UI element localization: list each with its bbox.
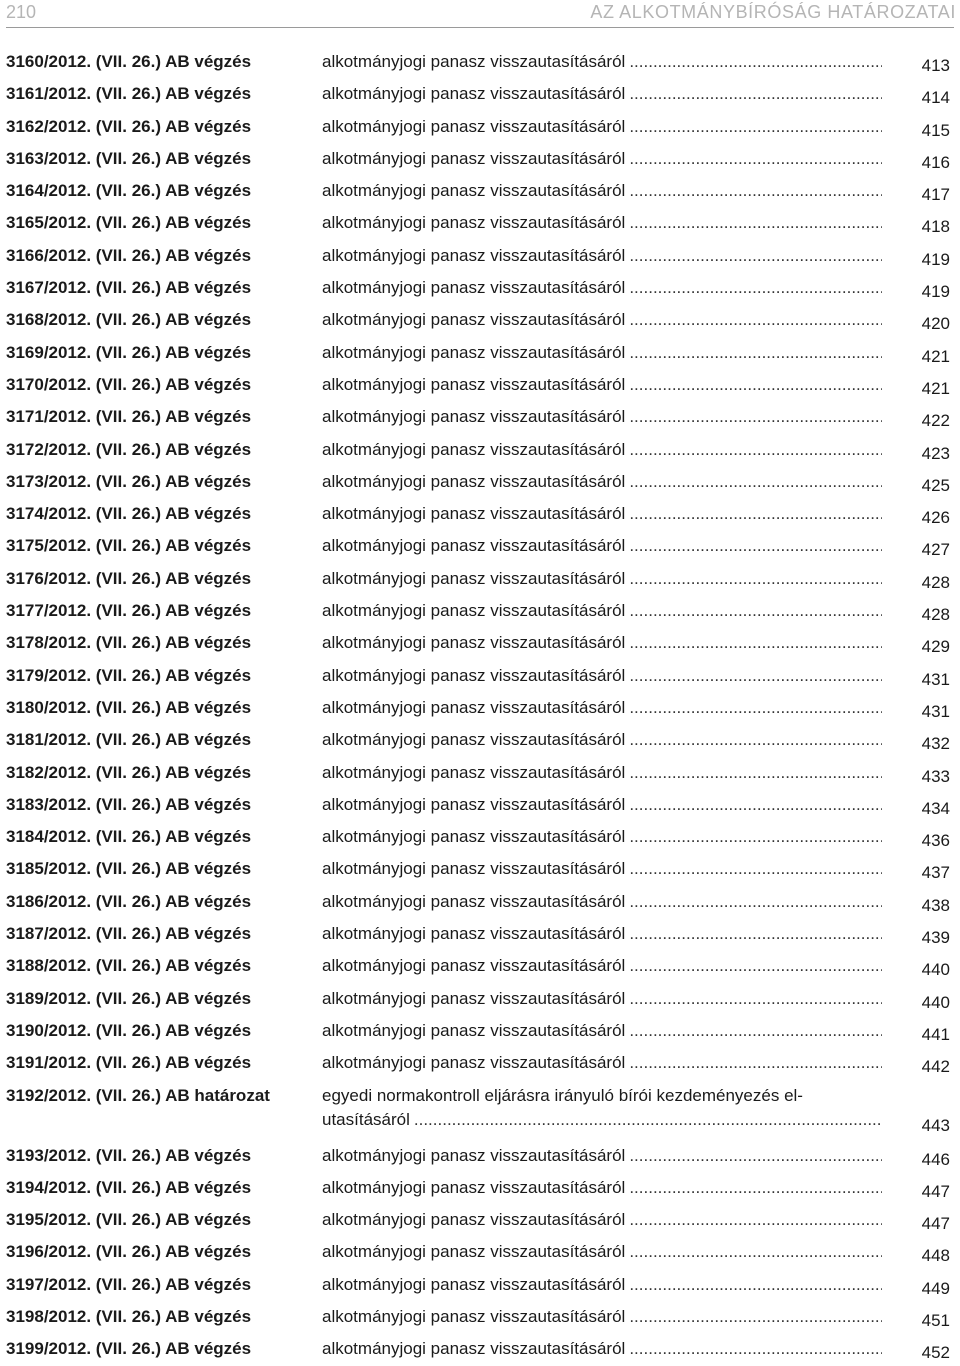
dot-leader xyxy=(629,1019,882,1043)
dot-leader xyxy=(629,502,882,526)
dot-leader xyxy=(629,470,882,494)
entry-page-number: 442 xyxy=(921,1057,950,1077)
entry-description-line xyxy=(322,1240,882,1264)
entry-description-text: alkotmányjogi panasz visszautasításáról xyxy=(322,762,626,782)
entry-description-text: utasításáról xyxy=(322,1109,410,1129)
entry-reference: 3198/2012. (VII. 26.) AB végzés xyxy=(6,1306,252,1326)
entry-page-number: 425 xyxy=(921,475,950,495)
entry-description xyxy=(322,341,882,365)
entry-description-text: alkotmányjogi panasz visszautasításáról xyxy=(322,1177,626,1197)
toc-entry xyxy=(0,143,960,175)
entry-description xyxy=(322,1305,882,1329)
entry-description-text: alkotmányjogi panasz visszautasításáról xyxy=(322,245,626,265)
toc-entry xyxy=(0,821,960,853)
entry-description-text: alkotmányjogi panasz visszautasításáról xyxy=(322,439,626,459)
entry-description-text: alkotmányjogi panasz visszautasításáról xyxy=(322,213,626,233)
entry-reference: 3188/2012. (VII. 26.) AB végzés xyxy=(6,956,252,976)
entry-description xyxy=(322,1084,882,1132)
entry-description-line xyxy=(322,728,882,752)
entry-description-line xyxy=(322,761,882,785)
entry-reference: 3160/2012. (VII. 26.) AB végzés xyxy=(6,52,252,71)
entry-reference: 3190/2012. (VII. 26.) AB végzés xyxy=(6,1020,252,1040)
entry-reference: 3163/2012. (VII. 26.) AB végzés xyxy=(6,148,252,168)
dot-leader xyxy=(629,954,882,978)
toc-entry xyxy=(0,692,960,724)
entry-page-number: 441 xyxy=(921,1024,950,1044)
dot-leader xyxy=(629,308,882,332)
dot-leader xyxy=(629,82,882,106)
entry-page-number: 438 xyxy=(921,895,950,915)
entry-page-number: 427 xyxy=(921,540,950,560)
entry-reference: 3181/2012. (VII. 26.) AB végzés xyxy=(6,730,252,750)
entry-description-line xyxy=(322,179,882,203)
entry-reference: 3193/2012. (VII. 26.) AB végzés xyxy=(6,1145,252,1165)
entry-reference: 3194/2012. (VII. 26.) AB végzés xyxy=(6,1177,252,1197)
entry-reference: 3184/2012. (VII. 26.) AB végzés xyxy=(6,827,252,847)
entry-page-number: 431 xyxy=(921,701,950,721)
entry-description-line xyxy=(322,244,882,268)
entry-description xyxy=(322,728,882,752)
entry-description-line xyxy=(322,1144,882,1168)
toc-entry xyxy=(0,1080,960,1140)
entry-page-number: 436 xyxy=(921,831,950,851)
toc-entry xyxy=(0,498,960,530)
entry-description xyxy=(322,405,882,429)
page-header xyxy=(0,0,960,30)
dot-leader xyxy=(414,1108,882,1132)
entry-description xyxy=(322,761,882,785)
entry-page-number: 415 xyxy=(921,120,950,140)
entry-description xyxy=(322,1273,882,1297)
dot-leader xyxy=(629,244,882,268)
entry-description xyxy=(322,890,882,914)
entry-description xyxy=(322,922,882,946)
entry-reference: 3173/2012. (VII. 26.) AB végzés xyxy=(6,471,252,491)
entry-description xyxy=(322,502,882,526)
entry-description-text: alkotmányjogi panasz visszautasításáról xyxy=(322,52,626,71)
entry-description-text: alkotmányjogi panasz visszautasításáról xyxy=(322,1210,626,1230)
entry-description-text: alkotmányjogi panasz visszautasításáról xyxy=(322,1145,626,1165)
dot-leader xyxy=(629,438,882,462)
dot-leader xyxy=(629,405,882,429)
toc-entry xyxy=(0,983,960,1015)
dot-leader xyxy=(629,147,882,171)
entry-reference: 3175/2012. (VII. 26.) AB végzés xyxy=(6,536,252,556)
entry-page-number: 432 xyxy=(921,734,950,754)
toc-entry xyxy=(0,1140,960,1172)
toc-entry xyxy=(0,466,960,498)
entry-description-line xyxy=(322,211,882,235)
header-divider xyxy=(6,27,954,28)
entry-description-line xyxy=(322,1305,882,1329)
entry-reference: 3165/2012. (VII. 26.) AB végzés xyxy=(6,213,252,233)
entry-description xyxy=(322,631,882,655)
entry-page-number: 440 xyxy=(921,992,950,1012)
entry-description-text: alkotmányjogi panasz visszautasításáról xyxy=(322,859,626,879)
entry-description xyxy=(322,244,882,268)
entry-page-number: 422 xyxy=(921,411,950,431)
entry-page-number: 449 xyxy=(921,1278,950,1298)
entry-description xyxy=(322,147,882,171)
entry-description xyxy=(322,1208,882,1232)
entry-reference: 3192/2012. (VII. 26.) AB határozat xyxy=(6,1085,270,1105)
entry-description xyxy=(322,534,882,558)
entry-page-number: 451 xyxy=(921,1310,950,1330)
entry-description-line xyxy=(322,308,882,332)
toc-entry xyxy=(0,434,960,466)
dot-leader xyxy=(629,922,882,946)
entry-description-line xyxy=(322,664,882,688)
entry-reference: 3183/2012. (VII. 26.) AB végzés xyxy=(6,794,252,814)
dot-leader xyxy=(629,1144,882,1168)
entry-reference: 3187/2012. (VII. 26.) AB végzés xyxy=(6,924,252,944)
toc-entry xyxy=(0,1015,960,1047)
entry-description-text: alkotmányjogi panasz visszautasításáról xyxy=(322,568,626,588)
dot-leader xyxy=(629,825,882,849)
entry-page-number: 434 xyxy=(921,798,950,818)
entry-description-text: alkotmányjogi panasz visszautasításáról xyxy=(322,116,626,136)
entry-page-number: 446 xyxy=(921,1149,950,1169)
entry-description-line xyxy=(322,793,882,817)
entry-description xyxy=(322,987,882,1011)
toc-entry xyxy=(0,1236,960,1268)
toc-entry xyxy=(0,757,960,789)
dot-leader xyxy=(629,211,882,235)
entry-description-line xyxy=(322,1176,882,1200)
toc-entry xyxy=(0,78,960,110)
entry-page-number: 447 xyxy=(921,1214,950,1234)
entry-reference: 3172/2012. (VII. 26.) AB végzés xyxy=(6,439,252,459)
dot-leader xyxy=(629,599,882,623)
entry-reference: 3174/2012. (VII. 26.) AB végzés xyxy=(6,504,252,524)
entry-page-number: 417 xyxy=(921,185,950,205)
entry-page-number: 428 xyxy=(921,605,950,625)
dot-leader xyxy=(629,179,882,203)
entry-description xyxy=(322,567,882,591)
toc-entry xyxy=(0,369,960,401)
entry-description-text: alkotmányjogi panasz visszautasításáról xyxy=(322,84,626,104)
dot-leader xyxy=(629,50,882,74)
entry-reference: 3170/2012. (VII. 26.) AB végzés xyxy=(6,374,252,394)
entry-description-text: alkotmányjogi panasz visszautasításáról xyxy=(322,342,626,362)
dot-leader xyxy=(629,1051,882,1075)
toc-entry xyxy=(0,304,960,336)
dot-leader xyxy=(629,761,882,785)
entry-page-number: 439 xyxy=(921,928,950,948)
dot-leader xyxy=(629,534,882,558)
entry-reference: 3182/2012. (VII. 26.) AB végzés xyxy=(6,762,252,782)
entry-description xyxy=(322,793,882,817)
toc-entry xyxy=(0,1301,960,1333)
entry-reference: 3185/2012. (VII. 26.) AB végzés xyxy=(6,859,252,879)
dot-leader xyxy=(629,115,882,139)
dot-leader xyxy=(629,728,882,752)
entry-page-number: 416 xyxy=(921,152,950,172)
entry-description-text: alkotmányjogi panasz visszautasításáról xyxy=(322,924,626,944)
entry-description-line xyxy=(322,922,882,946)
entry-page-number: 448 xyxy=(921,1246,950,1266)
entry-reference: 3178/2012. (VII. 26.) AB végzés xyxy=(6,633,252,653)
toc-entry xyxy=(0,240,960,272)
entry-description-text: alkotmányjogi panasz visszautasításáról xyxy=(322,471,626,491)
entry-description xyxy=(322,1144,882,1168)
entry-description xyxy=(322,696,882,720)
entry-description-text: alkotmányjogi panasz visszautasításáról xyxy=(322,633,626,653)
entry-description xyxy=(322,954,882,978)
entry-description-line xyxy=(322,147,882,171)
toc-entry xyxy=(0,1047,960,1079)
entry-reference: 3180/2012. (VII. 26.) AB végzés xyxy=(6,697,252,717)
entry-description-line xyxy=(322,890,882,914)
entry-description-line xyxy=(322,857,882,881)
entry-description xyxy=(322,857,882,881)
dot-leader xyxy=(629,1305,882,1329)
entry-description-line xyxy=(322,1019,882,1043)
toc-entry xyxy=(0,853,960,885)
entry-description-line xyxy=(322,470,882,494)
entry-description-line xyxy=(322,373,882,397)
toc-entry xyxy=(0,401,960,433)
entry-description-text: alkotmányjogi panasz visszautasításáról xyxy=(322,891,626,911)
entry-description-line xyxy=(322,825,882,849)
entry-description-text: alkotmányjogi panasz visszautasításáról xyxy=(322,1306,626,1326)
entry-page-number: 419 xyxy=(921,282,950,302)
entry-description xyxy=(322,470,882,494)
entry-description-text: alkotmányjogi panasz visszautasításáról xyxy=(322,665,626,685)
toc-entry xyxy=(0,337,960,369)
entry-page-number: 426 xyxy=(921,508,950,528)
dot-leader xyxy=(629,793,882,817)
entry-description xyxy=(322,664,882,688)
page-number: 210 xyxy=(6,2,37,22)
entry-page-number: 421 xyxy=(921,346,950,366)
entry-description-text: alkotmányjogi panasz visszautasításáról xyxy=(322,1020,626,1040)
entry-reference: 3191/2012. (VII. 26.) AB végzés xyxy=(6,1053,252,1073)
entry-page-number: 431 xyxy=(921,669,950,689)
dot-leader xyxy=(629,1176,882,1200)
entry-reference: 3197/2012. (VII. 26.) AB végzés xyxy=(6,1274,252,1294)
entry-description xyxy=(322,373,882,397)
entry-page-number: 443 xyxy=(921,1115,950,1135)
table-of-contents xyxy=(0,46,960,1366)
toc-entry xyxy=(0,46,960,78)
entry-description-text: alkotmányjogi panasz visszautasításáról xyxy=(322,730,626,750)
entry-reference: 3199/2012. (VII. 26.) AB végzés xyxy=(6,1339,252,1359)
dot-leader xyxy=(629,276,882,300)
entry-reference: 3168/2012. (VII. 26.) AB végzés xyxy=(6,310,252,330)
entry-page-number: 414 xyxy=(921,88,950,108)
entry-description-line xyxy=(322,696,882,720)
entry-reference: 3161/2012. (VII. 26.) AB végzés xyxy=(6,84,252,104)
entry-description xyxy=(322,1019,882,1043)
entry-description-line xyxy=(322,1051,882,1075)
entry-description-line xyxy=(322,276,882,300)
entry-description-text: alkotmányjogi panasz visszautasításáról xyxy=(322,278,626,298)
toc-entry xyxy=(0,175,960,207)
entry-description-line xyxy=(322,534,882,558)
entry-description-text: alkotmányjogi panasz visszautasításáról xyxy=(322,956,626,976)
entry-description-line xyxy=(322,567,882,591)
entry-description-text: alkotmányjogi panasz visszautasításáról xyxy=(322,988,626,1008)
toc-entry xyxy=(0,724,960,756)
entry-reference: 3196/2012. (VII. 26.) AB végzés xyxy=(6,1242,252,1262)
entry-page-number: 440 xyxy=(921,960,950,980)
dot-leader xyxy=(629,1208,882,1232)
toc-entry xyxy=(0,950,960,982)
entry-page-number: 433 xyxy=(921,766,950,786)
entry-description-line xyxy=(322,1273,882,1297)
entry-reference: 3195/2012. (VII. 26.) AB végzés xyxy=(6,1210,252,1230)
entry-description-text: alkotmányjogi panasz visszautasításáról xyxy=(322,536,626,556)
entry-description-text: alkotmányjogi panasz visszautasításáról xyxy=(322,601,626,621)
entry-description-line xyxy=(322,115,882,139)
entry-description-line xyxy=(322,1208,882,1232)
entry-description-text: alkotmányjogi panasz visszautasításáról xyxy=(322,1339,626,1359)
entry-description xyxy=(322,825,882,849)
toc-entry xyxy=(0,1333,960,1365)
entry-description-text: alkotmányjogi panasz visszautasításáról xyxy=(322,148,626,168)
entry-description-line xyxy=(322,954,882,978)
entry-description-line: egyedi normakontroll eljárásra irányuló bírói kezdeményezés el- xyxy=(322,1085,803,1105)
entry-page-number: 447 xyxy=(921,1181,950,1201)
toc-entry xyxy=(0,1172,960,1204)
entry-reference: 3186/2012. (VII. 26.) AB végzés xyxy=(6,891,252,911)
toc-entry xyxy=(0,207,960,239)
toc-entry xyxy=(0,627,960,659)
entry-page-number: 428 xyxy=(921,572,950,592)
entry-reference: 3167/2012. (VII. 26.) AB végzés xyxy=(6,278,252,298)
entry-reference: 3162/2012. (VII. 26.) AB végzés xyxy=(6,116,252,136)
entry-reference: 3179/2012. (VII. 26.) AB végzés xyxy=(6,665,252,685)
entry-description xyxy=(322,1240,882,1264)
entry-description xyxy=(322,1176,882,1200)
dot-leader xyxy=(629,664,882,688)
entry-page-number: 419 xyxy=(921,249,950,269)
entry-description-text: alkotmányjogi panasz visszautasításáról xyxy=(322,794,626,814)
toc-entry xyxy=(0,789,960,821)
entry-description-text: alkotmányjogi panasz visszautasításáról xyxy=(322,310,626,330)
running-title: AZ ALKOTMÁNYBÍRÓSÁG HATÁROZATAI xyxy=(590,2,956,22)
entry-reference: 3171/2012. (VII. 26.) AB végzés xyxy=(6,407,252,427)
entry-description xyxy=(322,276,882,300)
entry-page-number: 413 xyxy=(921,56,950,75)
entry-description xyxy=(322,211,882,235)
toc-entry xyxy=(0,918,960,950)
dot-leader xyxy=(629,1273,882,1297)
entry-reference: 3177/2012. (VII. 26.) AB végzés xyxy=(6,601,252,621)
entry-description-line xyxy=(322,987,882,1011)
toc-entry xyxy=(0,272,960,304)
entry-description xyxy=(322,438,882,462)
dot-leader xyxy=(629,373,882,397)
dot-leader xyxy=(629,696,882,720)
entry-description-text: alkotmányjogi panasz visszautasításáról xyxy=(322,374,626,394)
dot-leader xyxy=(629,890,882,914)
entry-reference: 3169/2012. (VII. 26.) AB végzés xyxy=(6,342,252,362)
entry-description-text: alkotmányjogi panasz visszautasításáról xyxy=(322,827,626,847)
toc-entry xyxy=(0,660,960,692)
entry-description xyxy=(322,1051,882,1075)
toc-entry xyxy=(0,563,960,595)
entry-description xyxy=(322,50,882,74)
entry-page-number: 429 xyxy=(921,637,950,657)
entry-page-number: 418 xyxy=(921,217,950,237)
entry-page-number: 421 xyxy=(921,378,950,398)
entry-description-line xyxy=(322,631,882,655)
toc-entry xyxy=(0,1204,960,1236)
dot-leader xyxy=(629,341,882,365)
entry-description-line xyxy=(322,1108,882,1132)
dot-leader xyxy=(629,857,882,881)
entry-page-number: 423 xyxy=(921,443,950,463)
entry-description-text: alkotmányjogi panasz visszautasításáról xyxy=(322,504,626,524)
entry-description xyxy=(322,179,882,203)
entry-page-number: 452 xyxy=(921,1343,950,1363)
entry-description-text: alkotmányjogi panasz visszautasításáról xyxy=(322,407,626,427)
entry-description-line xyxy=(322,341,882,365)
entry-description-line xyxy=(322,438,882,462)
entry-description-line xyxy=(322,599,882,623)
dot-leader xyxy=(629,987,882,1011)
entry-reference: 3189/2012. (VII. 26.) AB végzés xyxy=(6,988,252,1008)
entry-description-text: alkotmányjogi panasz visszautasításáról xyxy=(322,1242,626,1262)
entry-description xyxy=(322,115,882,139)
entry-page-number: 420 xyxy=(921,314,950,334)
entry-description-text: alkotmányjogi panasz visszautasításáról xyxy=(322,181,626,201)
toc-entry xyxy=(0,886,960,918)
entry-description-line xyxy=(322,50,882,74)
entry-description-line xyxy=(322,82,882,106)
entry-page-number: 437 xyxy=(921,863,950,883)
toc-entry xyxy=(0,111,960,143)
toc-entry xyxy=(0,1269,960,1301)
entry-reference: 3166/2012. (VII. 26.) AB végzés xyxy=(6,245,252,265)
entry-reference: 3164/2012. (VII. 26.) AB végzés xyxy=(6,181,252,201)
entry-description-text: alkotmányjogi panasz visszautasításáról xyxy=(322,1274,626,1294)
entry-description-line xyxy=(322,405,882,429)
toc-entry xyxy=(0,595,960,627)
entry-reference: 3176/2012. (VII. 26.) AB végzés xyxy=(6,568,252,588)
dot-leader xyxy=(629,1240,882,1264)
entry-description xyxy=(322,82,882,106)
entry-description-line xyxy=(322,502,882,526)
entry-description xyxy=(322,599,882,623)
dot-leader xyxy=(629,631,882,655)
entry-description-text: alkotmányjogi panasz visszautasításáról xyxy=(322,1053,626,1073)
entry-description-text: alkotmányjogi panasz visszautasításáról xyxy=(322,697,626,717)
dot-leader xyxy=(629,567,882,591)
entry-description xyxy=(322,308,882,332)
toc-entry xyxy=(0,530,960,562)
